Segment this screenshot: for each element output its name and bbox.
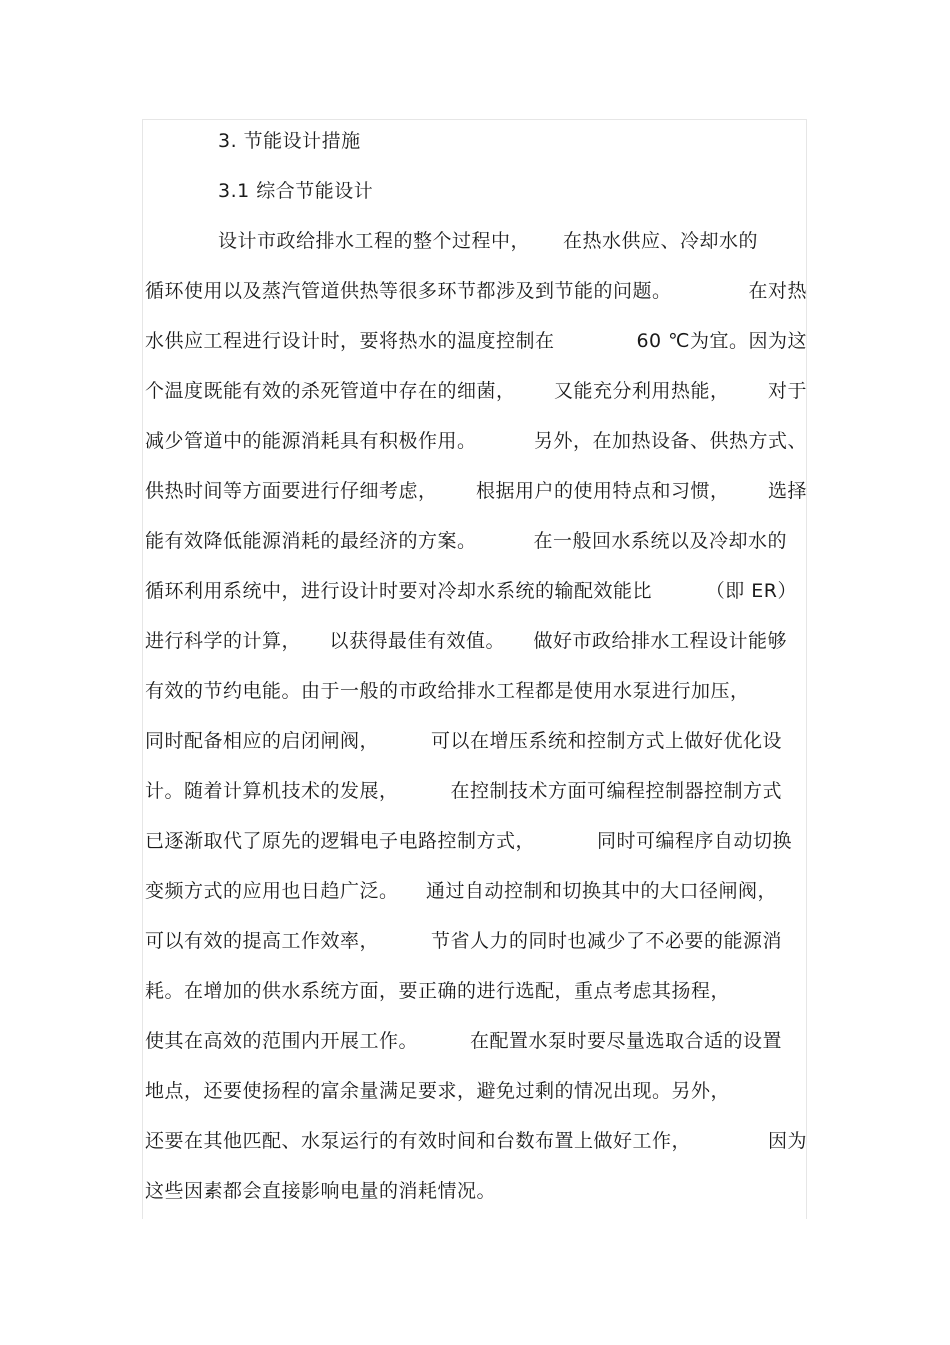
- text-segment: 循环利用系统中，进行设计时要对冷却水系统的输配效能比: [145, 580, 653, 602]
- paragraph-line: [145, 778, 782, 804]
- text-segment: 个温度既能有效的杀死管道中存在的细菌，: [145, 380, 516, 402]
- text-segment: 减少管道中的能源消耗具有积极作用。: [145, 430, 477, 452]
- text-segment: 地点，还要使扬程的富余量满足要求，避免过剩的情况出现。另外，: [145, 1080, 731, 1102]
- paragraph-line: [145, 328, 807, 354]
- subsection-heading-text: 3.1 综合节能设计: [218, 180, 374, 202]
- text-segment: 又能充分利用热能，: [553, 380, 730, 402]
- text-segment: 进行科学的计算，: [145, 630, 302, 652]
- paragraph-line: [145, 1078, 807, 1104]
- text-segment: 循环使用以及蒸汽管道供热等很多环节都涉及到节能的问题。: [145, 280, 672, 302]
- text-segment: 以获得最佳有效值。: [329, 630, 505, 652]
- text-segment: 水供应工程进行设计时，要将热水的温度控制在: [145, 330, 555, 352]
- paragraph-line: [145, 278, 807, 304]
- text-segment: 根据用户的使用特点和习惯，: [475, 480, 730, 502]
- text-segment: 耗。在增加的供水系统方面，要正确的进行选配，重点考虑其扬程，: [145, 980, 731, 1002]
- paragraph-line: [145, 478, 807, 504]
- text-segment: 在一般回水系统以及冷却水的: [533, 530, 787, 552]
- text-segment: 在对热: [748, 280, 807, 302]
- paragraph-line: [145, 378, 807, 404]
- text-segment: 通过自动控制和切换其中的大口径闸阀，: [425, 880, 777, 902]
- text-segment: 已逐渐取代了原先的逻辑电子电路控制方式，: [145, 830, 536, 852]
- text-segment: （即 ER）: [705, 580, 797, 602]
- paragraph-line: [145, 928, 782, 954]
- text-segment: 同时可编程序自动切换: [596, 830, 792, 852]
- paragraph-line: [145, 978, 807, 1004]
- subsection-heading: [218, 178, 807, 204]
- paragraph-line: [145, 428, 807, 454]
- text-segment: 同时配备相应的启闭闸阀，: [145, 730, 380, 752]
- text-segment: 在热水供应、冷却水的: [562, 230, 758, 252]
- text-segment: 节省人力的同时也减少了不必要的能源消: [430, 930, 782, 952]
- text-segment: 有效的节约电能。由于一般的市政给排水工程都是使用水泵进行加压，: [145, 680, 750, 702]
- text-segment: 计。随着计算机技术的发展，: [145, 780, 399, 802]
- text-segment: 可以有效的提高工作效率，: [145, 930, 380, 952]
- text-segment: 供热时间等方面要进行仔细考虑，: [145, 480, 438, 502]
- section-heading: [218, 128, 807, 154]
- paragraph-line: [145, 628, 787, 654]
- paragraph-line: [145, 1128, 807, 1154]
- text-segment: 能有效降低能源消耗的最经济的方案。: [145, 530, 477, 552]
- text-segment: 在配置水泵时要尽量选取合适的设置: [469, 1030, 782, 1052]
- text-segment: 做好市政给排水工程设计能够: [533, 630, 787, 652]
- paragraph-line: [145, 1178, 807, 1204]
- paragraph-line: [145, 678, 807, 704]
- text-segment: 在控制技术方面可编程控制器控制方式: [450, 780, 782, 802]
- paragraph-line: [145, 1028, 782, 1054]
- text-segment: 另外，在加热设备、供热方式、: [533, 430, 807, 452]
- text-segment: 设计市政给排水工程的整个过程中，: [218, 230, 531, 252]
- paragraph-line: [145, 528, 787, 554]
- text-segment: 60 ℃为宜。因为这: [636, 330, 807, 352]
- text-segment: 还要在其他匹配、水泵运行的有效时间和台数布置上做好工作，: [145, 1130, 692, 1152]
- paragraph-line: [145, 828, 792, 854]
- text-segment: 选择: [767, 480, 807, 502]
- section-heading-text: 3. 节能设计措施: [218, 130, 361, 152]
- text-segment: 使其在高效的范围内开展工作。: [145, 1030, 419, 1052]
- text-segment: 变频方式的应用也日趋广泛。: [145, 880, 399, 902]
- paragraph-line: [145, 728, 782, 754]
- paragraph-line: [218, 228, 758, 254]
- paragraph-line: [145, 578, 797, 604]
- text-segment: 对于: [767, 380, 807, 402]
- text-segment: 因为: [767, 1130, 807, 1152]
- text-segment: 可以在增压系统和控制方式上做好优化设: [430, 730, 782, 752]
- paragraph-line: [145, 878, 777, 904]
- text-segment: 这些因素都会直接影响电量的消耗情况。: [145, 1180, 497, 1202]
